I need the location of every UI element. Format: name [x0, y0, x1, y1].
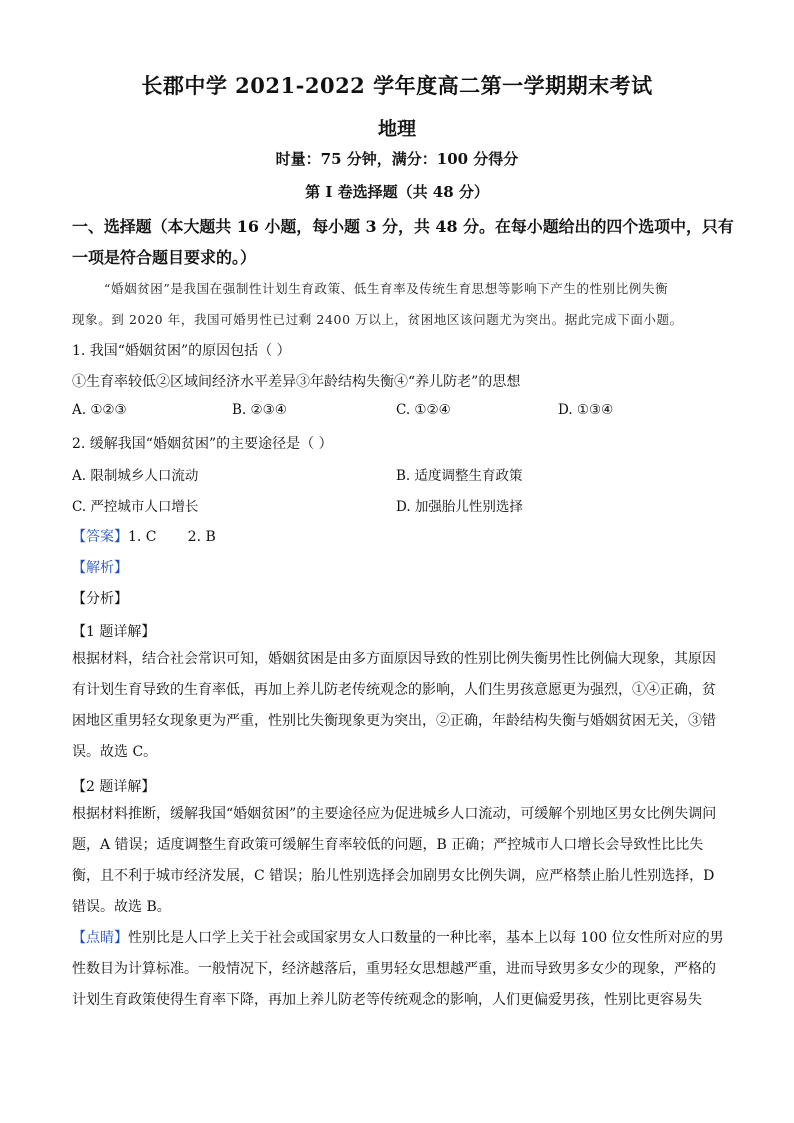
q1-option-c: C. ①②④	[396, 402, 451, 418]
volume-heading: 第 I 卷选择题（共 48 分）	[305, 183, 489, 201]
detail-1-line: 困地区重男轻女现象更为严重，性别比失衡现象更为突出，②正确，年龄结构失衡与婚姻贫困无关，③错	[72, 713, 716, 729]
detail-1-line: 有计划生育导致的生育率低，再加上养儿防老传统观念的影响，人们生男孩意愿更为强烈，①④正确，贫	[72, 682, 716, 698]
question-1-statements: ①生育率较低②区域间经济水平差异③年龄结构失衡④“养儿防老”的思想	[72, 374, 521, 390]
detail-2-line: 根据材料推断，缓解我国“婚姻贫困”的主要途径应为促进城乡人口流动，可缓解个别地区男女比例失调问	[72, 806, 717, 822]
q2-option-a: A. 限制城乡人口流动	[72, 468, 199, 484]
fenxi-tag: 【分析】	[72, 591, 128, 607]
detail-2-line: 题，A 错误；适度调整生育政策可缓解生育率较低的问题，B 正确；严控城市人口增长会导致性比比失	[72, 837, 704, 853]
answer-row	[72, 526, 216, 546]
answer-tag: 【答案】	[72, 529, 128, 545]
material-line1: “婚姻贫困”是我国在强制性计划生育政策、低生育率及传统生育思想等影响下产生的性别比例失衡	[104, 281, 669, 296]
detail-1-line: 根据材料，结合社会常识可知，婚姻贫困是由多方面原因导致的性别比例失衡男性比例偏大现象，其原因	[72, 651, 716, 667]
q1-option-b: B. ②③④	[232, 402, 287, 418]
material-line2: 现象。到 2020 年，我国可婚男性已过剩 2400 万以上，贫困地区该问题尤为突出。据此完成下面小题。	[72, 312, 683, 327]
q2-option-d: D. 加强胎儿性别选择	[396, 499, 523, 515]
analysis-tag: 【解析】	[72, 560, 128, 576]
detail-1-tag: 【1 题详解】	[72, 624, 156, 640]
answer-value: 1. C 2. B	[128, 529, 216, 545]
detail-1-line: 误。故选 C。	[72, 744, 158, 760]
q2-option-c: C. 严控城市人口增长	[72, 499, 199, 515]
q1-option-a: A. ①②③	[72, 402, 127, 418]
note-line: 性别比是人口学上关于社会或国家男女人口数量的一种比率，基本上以每 100 位女性所对应的男	[128, 930, 724, 946]
q2-option-b: B. 适度调整生育政策	[396, 468, 523, 484]
detail-2-line: 错误。故选 B。	[72, 899, 171, 915]
note-row	[72, 931, 724, 945]
note-line: 计划生育政策使得生育率下降，再加上养儿防老等传统观念的影响，人们更偏爱男孩，性别比更容易失	[72, 992, 702, 1008]
time-info: 时量：75 分钟，满分：100 分得分	[275, 150, 519, 168]
exam-title: 长郡中学 2021-2022 学年度高二第一学期期末考试	[141, 73, 653, 98]
note-line: 性数目为计算标准。一般情况下，经济越落后，重男轻女思想越严重，进而导致男多女少的现象，严格的	[72, 961, 716, 977]
section-heading-line2: 一项是符合题目要求的。）	[72, 248, 257, 267]
subject-title: 地理	[377, 118, 416, 140]
detail-2-line: 衡，且不利于城市经济发展，C 错误；胎儿性别选择会加剧男女比例失调，应严格禁止胎儿性别选择，D	[72, 868, 715, 884]
question-1-stem: 1. 我国“婚姻贫困”的原因包括（ ）	[72, 343, 291, 359]
section-heading-line1: 一、选择题（本大题共 16 小题，每小题 3 分，共 48 分。在每小题给出的四个选项中，只有	[72, 217, 734, 236]
detail-2-tag: 【2 题详解】	[72, 779, 156, 795]
q1-option-d: D. ①③④	[558, 402, 614, 418]
question-2-stem: 2. 缓解我国“婚姻贫困”的主要途径是（ ）	[72, 436, 333, 452]
note-tag: 【点睛】	[72, 930, 128, 946]
